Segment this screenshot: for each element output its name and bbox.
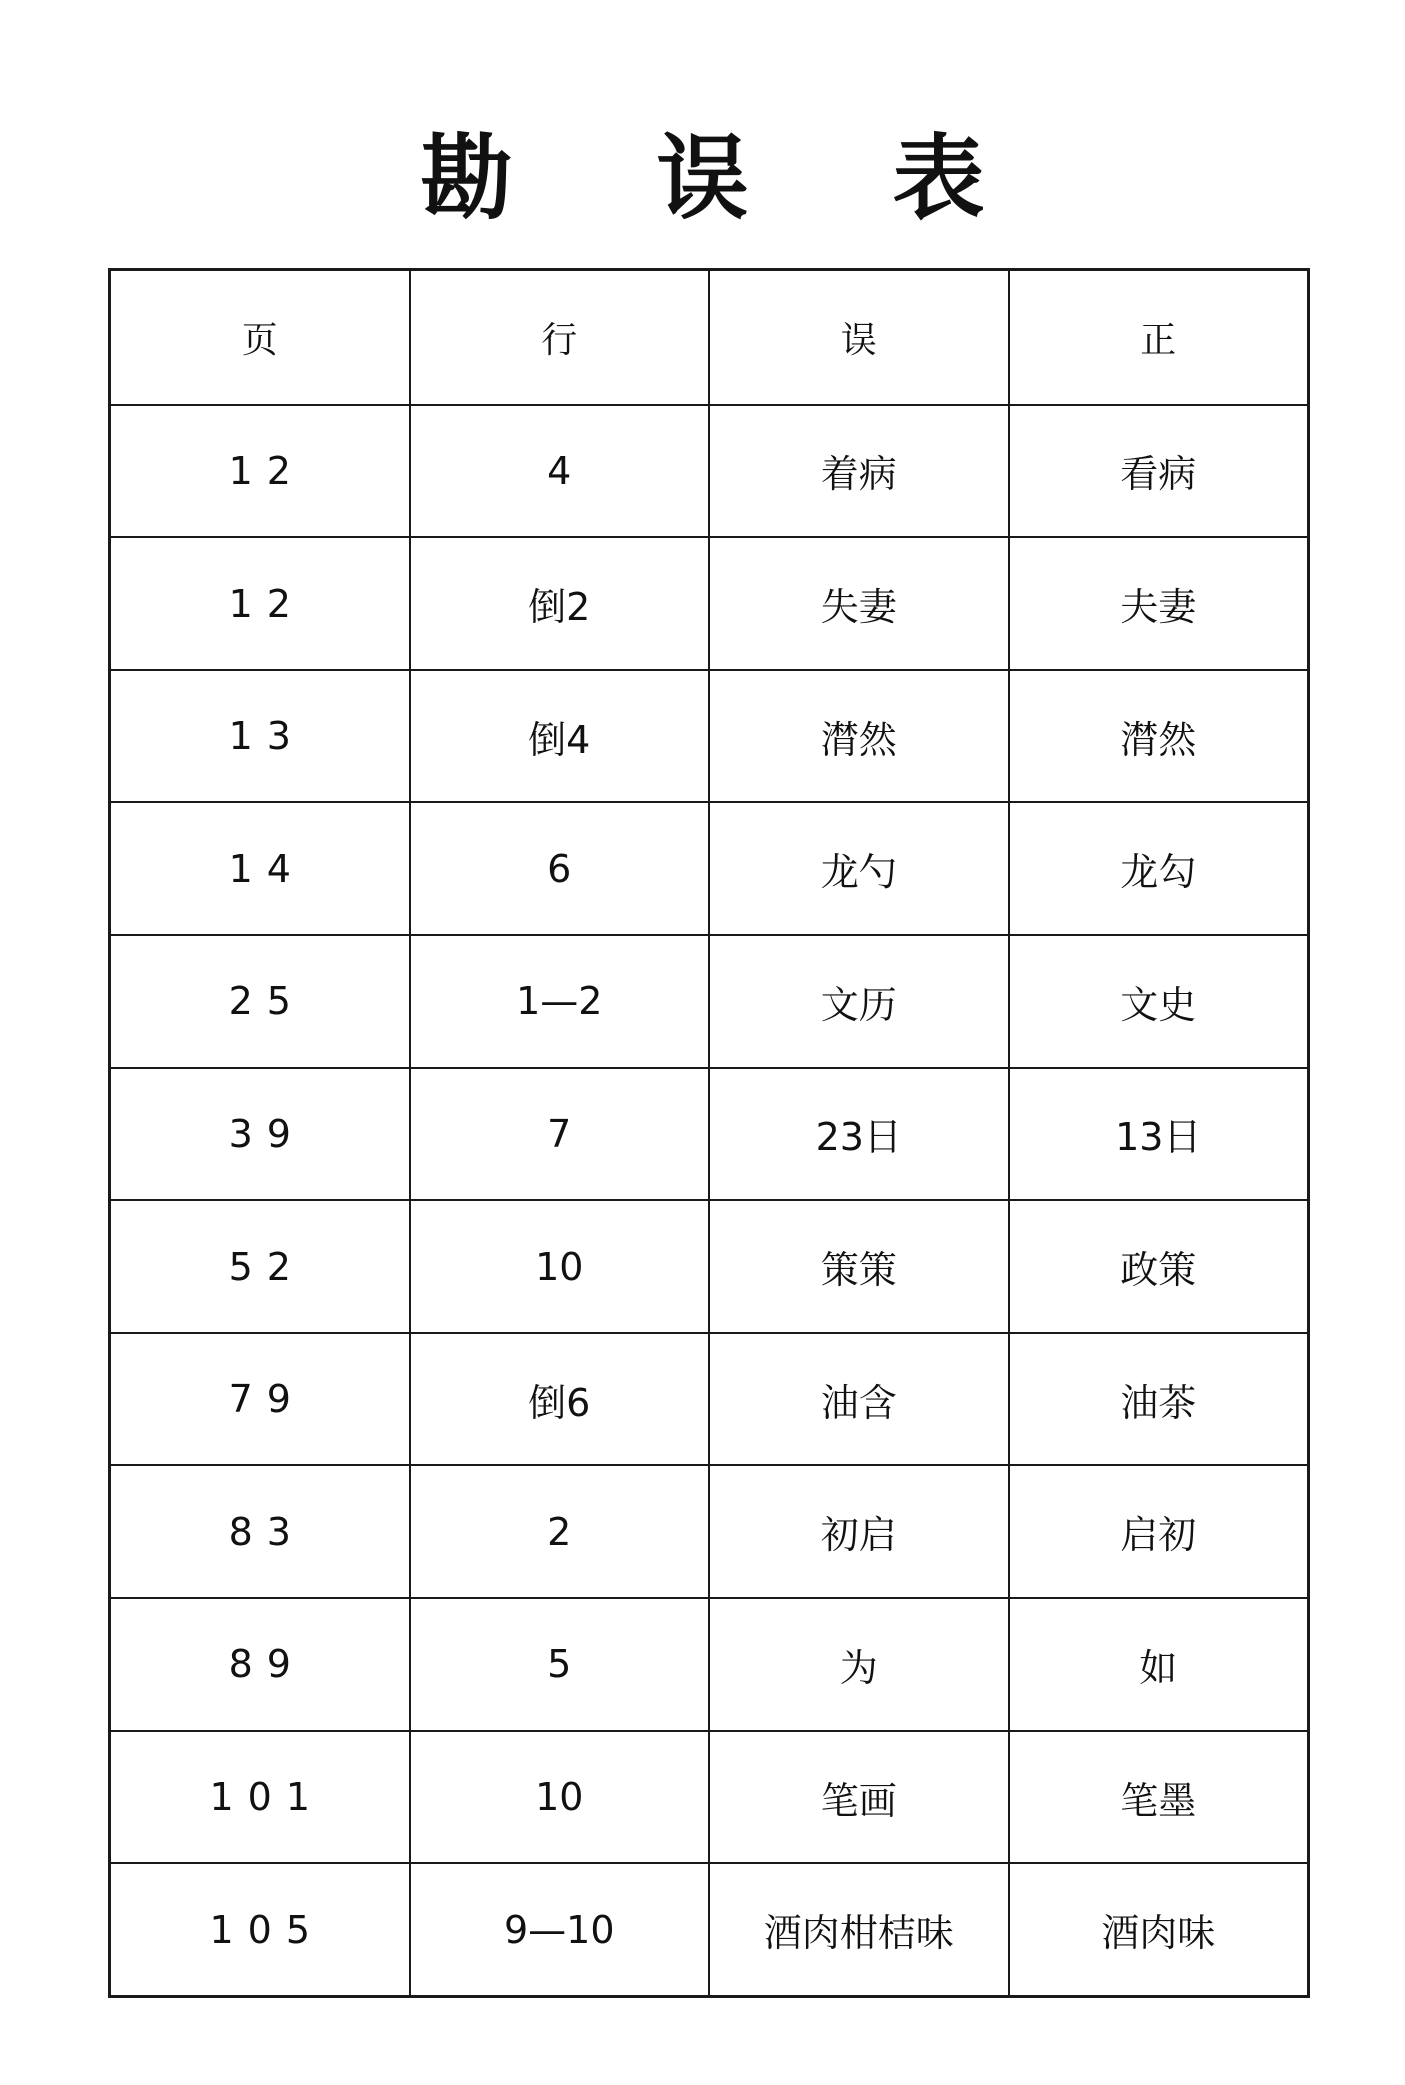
- cell-correct: 夫妻: [1008, 536, 1308, 669]
- cell-correct: 油茶: [1008, 1332, 1308, 1465]
- table-row: [111, 1597, 1307, 1730]
- cell-line: 10: [409, 1730, 709, 1863]
- cell-correct: 看病: [1008, 404, 1308, 537]
- table-row: [111, 801, 1307, 934]
- cell-error: 着病: [708, 404, 1008, 537]
- cell-page: 89: [111, 1597, 409, 1730]
- cell-page: 83: [111, 1464, 409, 1597]
- table-row: [111, 1332, 1307, 1465]
- cell-error: 龙勺: [708, 801, 1008, 934]
- cell-correct: 潸然: [1008, 669, 1308, 802]
- table-row: [111, 1730, 1307, 1863]
- cell-line: 9—10: [409, 1862, 709, 1995]
- header-correct: 正: [1008, 271, 1308, 404]
- cell-correct: 13日: [1008, 1067, 1308, 1200]
- cell-line: 2: [409, 1464, 709, 1597]
- cell-error: 潸然: [708, 669, 1008, 802]
- cell-line: 4: [409, 404, 709, 537]
- cell-error: 失妻: [708, 536, 1008, 669]
- page-title: 勘 误 表: [420, 124, 1041, 232]
- cell-error: 文历: [708, 934, 1008, 1067]
- errata-table: [108, 268, 1310, 1998]
- cell-error: 酒肉柑桔味: [708, 1862, 1008, 1995]
- cell-page: 105: [111, 1862, 409, 1995]
- table-row: [111, 536, 1307, 669]
- cell-correct: 文史: [1008, 934, 1308, 1067]
- table-row: [111, 669, 1307, 802]
- cell-error: 策策: [708, 1199, 1008, 1332]
- cell-page: 13: [111, 669, 409, 802]
- cell-error: 为: [708, 1597, 1008, 1730]
- cell-error: 初启: [708, 1464, 1008, 1597]
- cell-page: 25: [111, 934, 409, 1067]
- cell-line: 1—2: [409, 934, 709, 1067]
- header-page: 页: [241, 319, 278, 361]
- cell-correct: 启初: [1008, 1464, 1308, 1597]
- header-line: 行: [409, 271, 709, 404]
- table-row: [111, 404, 1307, 537]
- cell-page: 52: [111, 1199, 409, 1332]
- cell-page: 39: [111, 1067, 409, 1200]
- cell-line: 5: [409, 1597, 709, 1730]
- cell-page: 101: [111, 1730, 409, 1863]
- cell-correct: 笔墨: [1008, 1730, 1308, 1863]
- cell-page: 12: [111, 536, 409, 669]
- cell-error: 笔画: [708, 1730, 1008, 1863]
- cell-correct: 如: [1008, 1597, 1308, 1730]
- cell-page: 14: [111, 801, 409, 934]
- cell-line: 10: [409, 1199, 709, 1332]
- cell-correct: 政策: [1008, 1199, 1308, 1332]
- cell-error: 23日: [708, 1067, 1008, 1200]
- cell-page: 79: [111, 1332, 409, 1465]
- cell-correct: 龙勾: [1008, 801, 1308, 934]
- cell-page: 12: [111, 404, 409, 537]
- cell-correct: 酒肉味: [1008, 1862, 1308, 1995]
- table-row: [111, 1199, 1307, 1332]
- table-row: [111, 1067, 1307, 1200]
- table-row: [111, 1862, 1307, 1995]
- table-row: [111, 1464, 1307, 1597]
- cell-line: 倒2: [409, 536, 709, 669]
- cell-line: 7: [409, 1067, 709, 1200]
- cell-line: 6: [409, 801, 709, 934]
- header-error: 误: [708, 271, 1008, 404]
- table-row: [111, 934, 1307, 1067]
- cell-line: 倒4: [409, 669, 709, 802]
- cell-line: 倒6: [409, 1332, 709, 1465]
- table-header-row: [111, 271, 1307, 404]
- cell-error: 油含: [708, 1332, 1008, 1465]
